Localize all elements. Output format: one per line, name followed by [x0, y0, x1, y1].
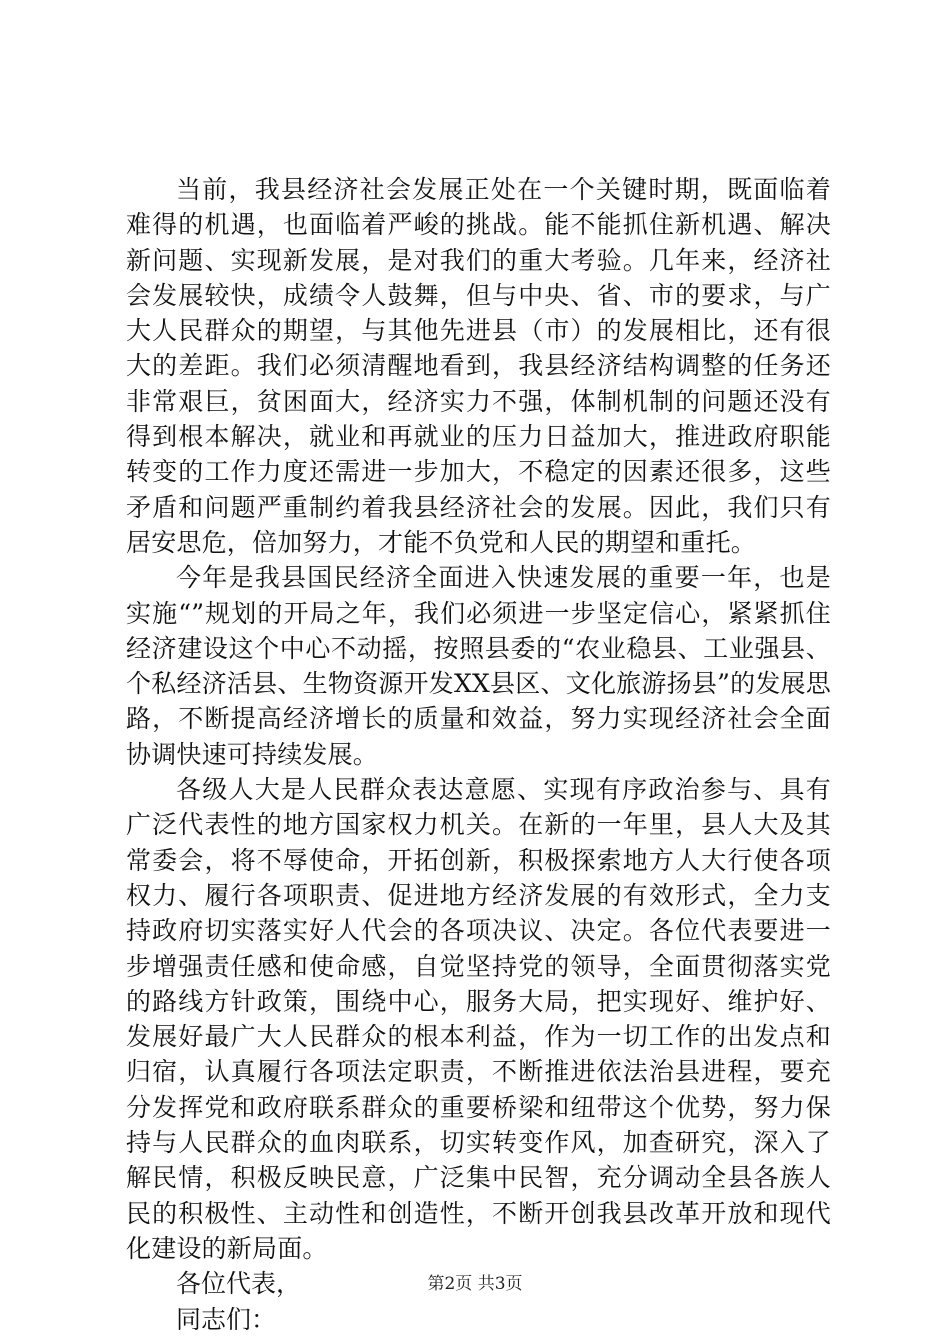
page-number-footer: 第2页 共3页: [427, 1274, 523, 1294]
paragraph-2: 今年是我县国民经济全面进入快速发展的重要一年，也是实施“”规划的开局之年，我们必须进一步坚定信心，紧紧抓住经济建设这个中心不动摇，按照县委的“农业稳县、工业强县、个私经济活县、生物资源开发XX县区、文化旅游扬县”的发展思路，不断提高经济增长的质量和效益，努力实现经济社会全面协调快速可持续发展。: [126, 563, 831, 769]
salutation-comrades: 同志们：: [176, 1304, 277, 1334]
salutation-representatives: 各位代表，: [176, 1269, 302, 1299]
document-body: [126, 172, 831, 1337]
paragraph-3: 各级人大是人民群众表达意愿、实现有序政治参与、具有广泛代表性的地方国家权力机关。在新的一年里，县人大及其常委会，将不辱使命，开拓创新，积极探索地方人大行使各项权力、履行各项职责、促进地方经济发展的有效形式，全力支持政府切实落实好人代会的各项决议、决定。各位代表要进一步增强责任感和使命感，自觉坚持党的领导，全面贯彻落实党的路线方针政策，围绕中心，服务大局，把实现好、维护好、发展好最广大人民群众的根本利益，作为一切工作的出发点和归宿，认真履行各项法定职责，不断推进依法治县进程，要充分发挥党和政府联系群众的重要桥梁和纽带这个优势，努力保持与人民群众的血肉联系，切实转变作风，加查研究，深入了解民情，积极反映民意，广泛集中民智，充分调动全县各族人民的积极性、主动性和创造性，不断开创我县改革开放和现代化建设的新局面。: [126, 775, 831, 1263]
paragraph-1: 当前，我县经济社会发展正处在一个关键时期，既面临着难得的机遇，也面临着严峻的挑战。能不能抓住新机遇、解决新问题、实现新发展，是对我们的重大考验。几年来，经济社会发展较快，成绩令人鼓舞，但与中央、省、市的要求，与广大人民群众的期望，与其他先进县（市）的发展相比，还有很大的差距。我们必须清醒地看到，我县经济结构调整的任务还非常艰巨，贫困面大，经济实力不强，体制机制的问题还没有得到根本解决，就业和再就业的压力日益加大，推进政府职能转变的工作力度还需进一步加大，不稳定的因素还很多，这些矛盾和问题严重制约着我县经济社会的发展。因此，我们只有居安思危，倍加努力，才能不负党和人民的期望和重托。: [126, 175, 831, 557]
